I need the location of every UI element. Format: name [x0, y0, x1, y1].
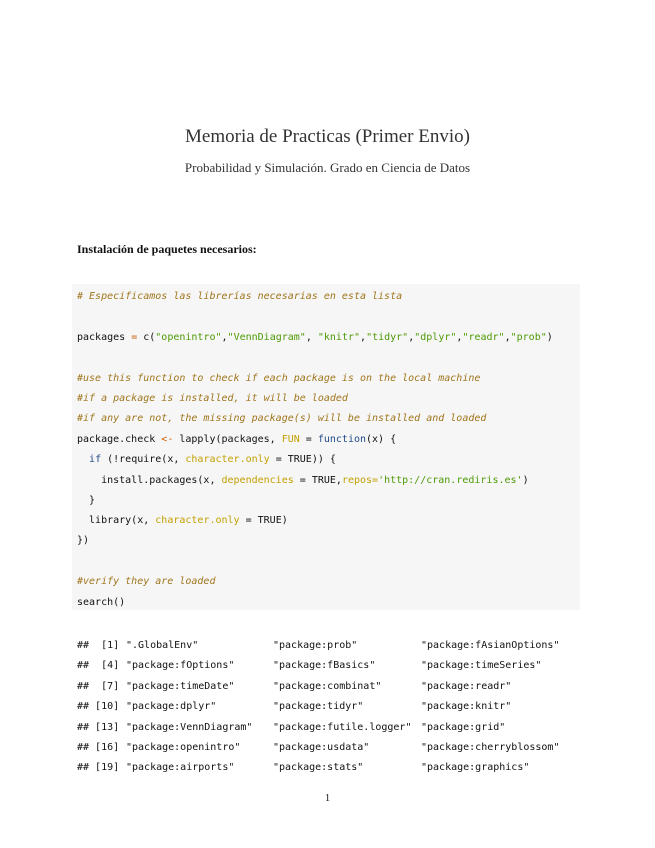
code-comment: #verify they are loaded: [77, 576, 216, 587]
code-line-close-brace: }: [77, 495, 96, 506]
output-value: "package:graphics": [421, 762, 530, 774]
code-line-lapply: package.check <- lapply(packages, FUN = function(x) {: [77, 434, 397, 445]
output-index: ## [1]: [77, 640, 120, 651]
output-value: "package:combinat": [273, 680, 382, 692]
output-value: "package:grid": [421, 721, 506, 733]
output-value: "package:airports": [126, 762, 235, 774]
output-value: "package:readr": [421, 680, 512, 692]
code-line-end: }): [77, 535, 90, 546]
code-comment: #use this function to check if each package is on the local machine: [77, 373, 481, 384]
output-value: "package:futile.logger": [273, 721, 412, 733]
output-index: ## [4]: [77, 660, 120, 672]
output-value: "package:usdata": [273, 742, 370, 753]
output-value: "package:VennDiagram": [126, 721, 253, 733]
output-value: "package:fOptions": [126, 660, 235, 672]
code-line-packages: packages = c("openintro","VennDiagram", "knitr","tidyr","dplyr","readr","prob"): [77, 332, 553, 343]
document-title: Memoria de Practicas (Primer Envio): [185, 126, 470, 147]
output-value: "package:cherryblossom": [421, 742, 560, 753]
page-number: 1: [324, 792, 331, 804]
section-heading: Instalación de paquetes necesarios:: [77, 242, 257, 256]
output-value: "package:openintro": [126, 742, 241, 753]
output-index: ## [10]: [77, 701, 120, 713]
code-line-if: if (!require(x, character.only = TRUE)) {: [89, 454, 336, 465]
output-index: ## [19]: [77, 762, 120, 774]
output-value: "package:prob": [273, 640, 358, 651]
output-value: "package:stats": [273, 762, 364, 774]
output-value: "package:timeDate": [126, 680, 235, 692]
code-line-search: search(): [77, 597, 126, 608]
code-comment: #if a package is installed, it will be loaded: [77, 393, 348, 404]
document-subtitle: Probabilidad y Simulación. Grado en Ciencia de Datos: [184, 160, 471, 175]
output-value: ".GlobalEnv": [126, 640, 199, 651]
output-value: "package:dplyr": [126, 701, 217, 713]
output-value: "package:knitr": [421, 701, 512, 713]
code-comment: #if any are not, the missing package(s) will be installed and loaded: [77, 413, 487, 424]
code-comment: # Especificamos las librerías necesarias en esta lista: [77, 291, 403, 302]
output-value: "package:fAsianOptions": [421, 640, 560, 651]
output-value: "package:timeSeries": [421, 660, 542, 672]
output-value: "package:fBasics": [273, 660, 376, 672]
output-index: ## [13]: [77, 721, 120, 733]
output-index: ## [16]: [77, 742, 120, 753]
code-line-install: install.packages(x, dependencies = TRUE,repos='http://cran.rediris.es'): [77, 475, 529, 486]
code-line-library: library(x, character.only = TRUE): [77, 515, 288, 526]
output-value: "package:tidyr": [273, 701, 364, 713]
output-index: ## [7]: [77, 680, 120, 692]
